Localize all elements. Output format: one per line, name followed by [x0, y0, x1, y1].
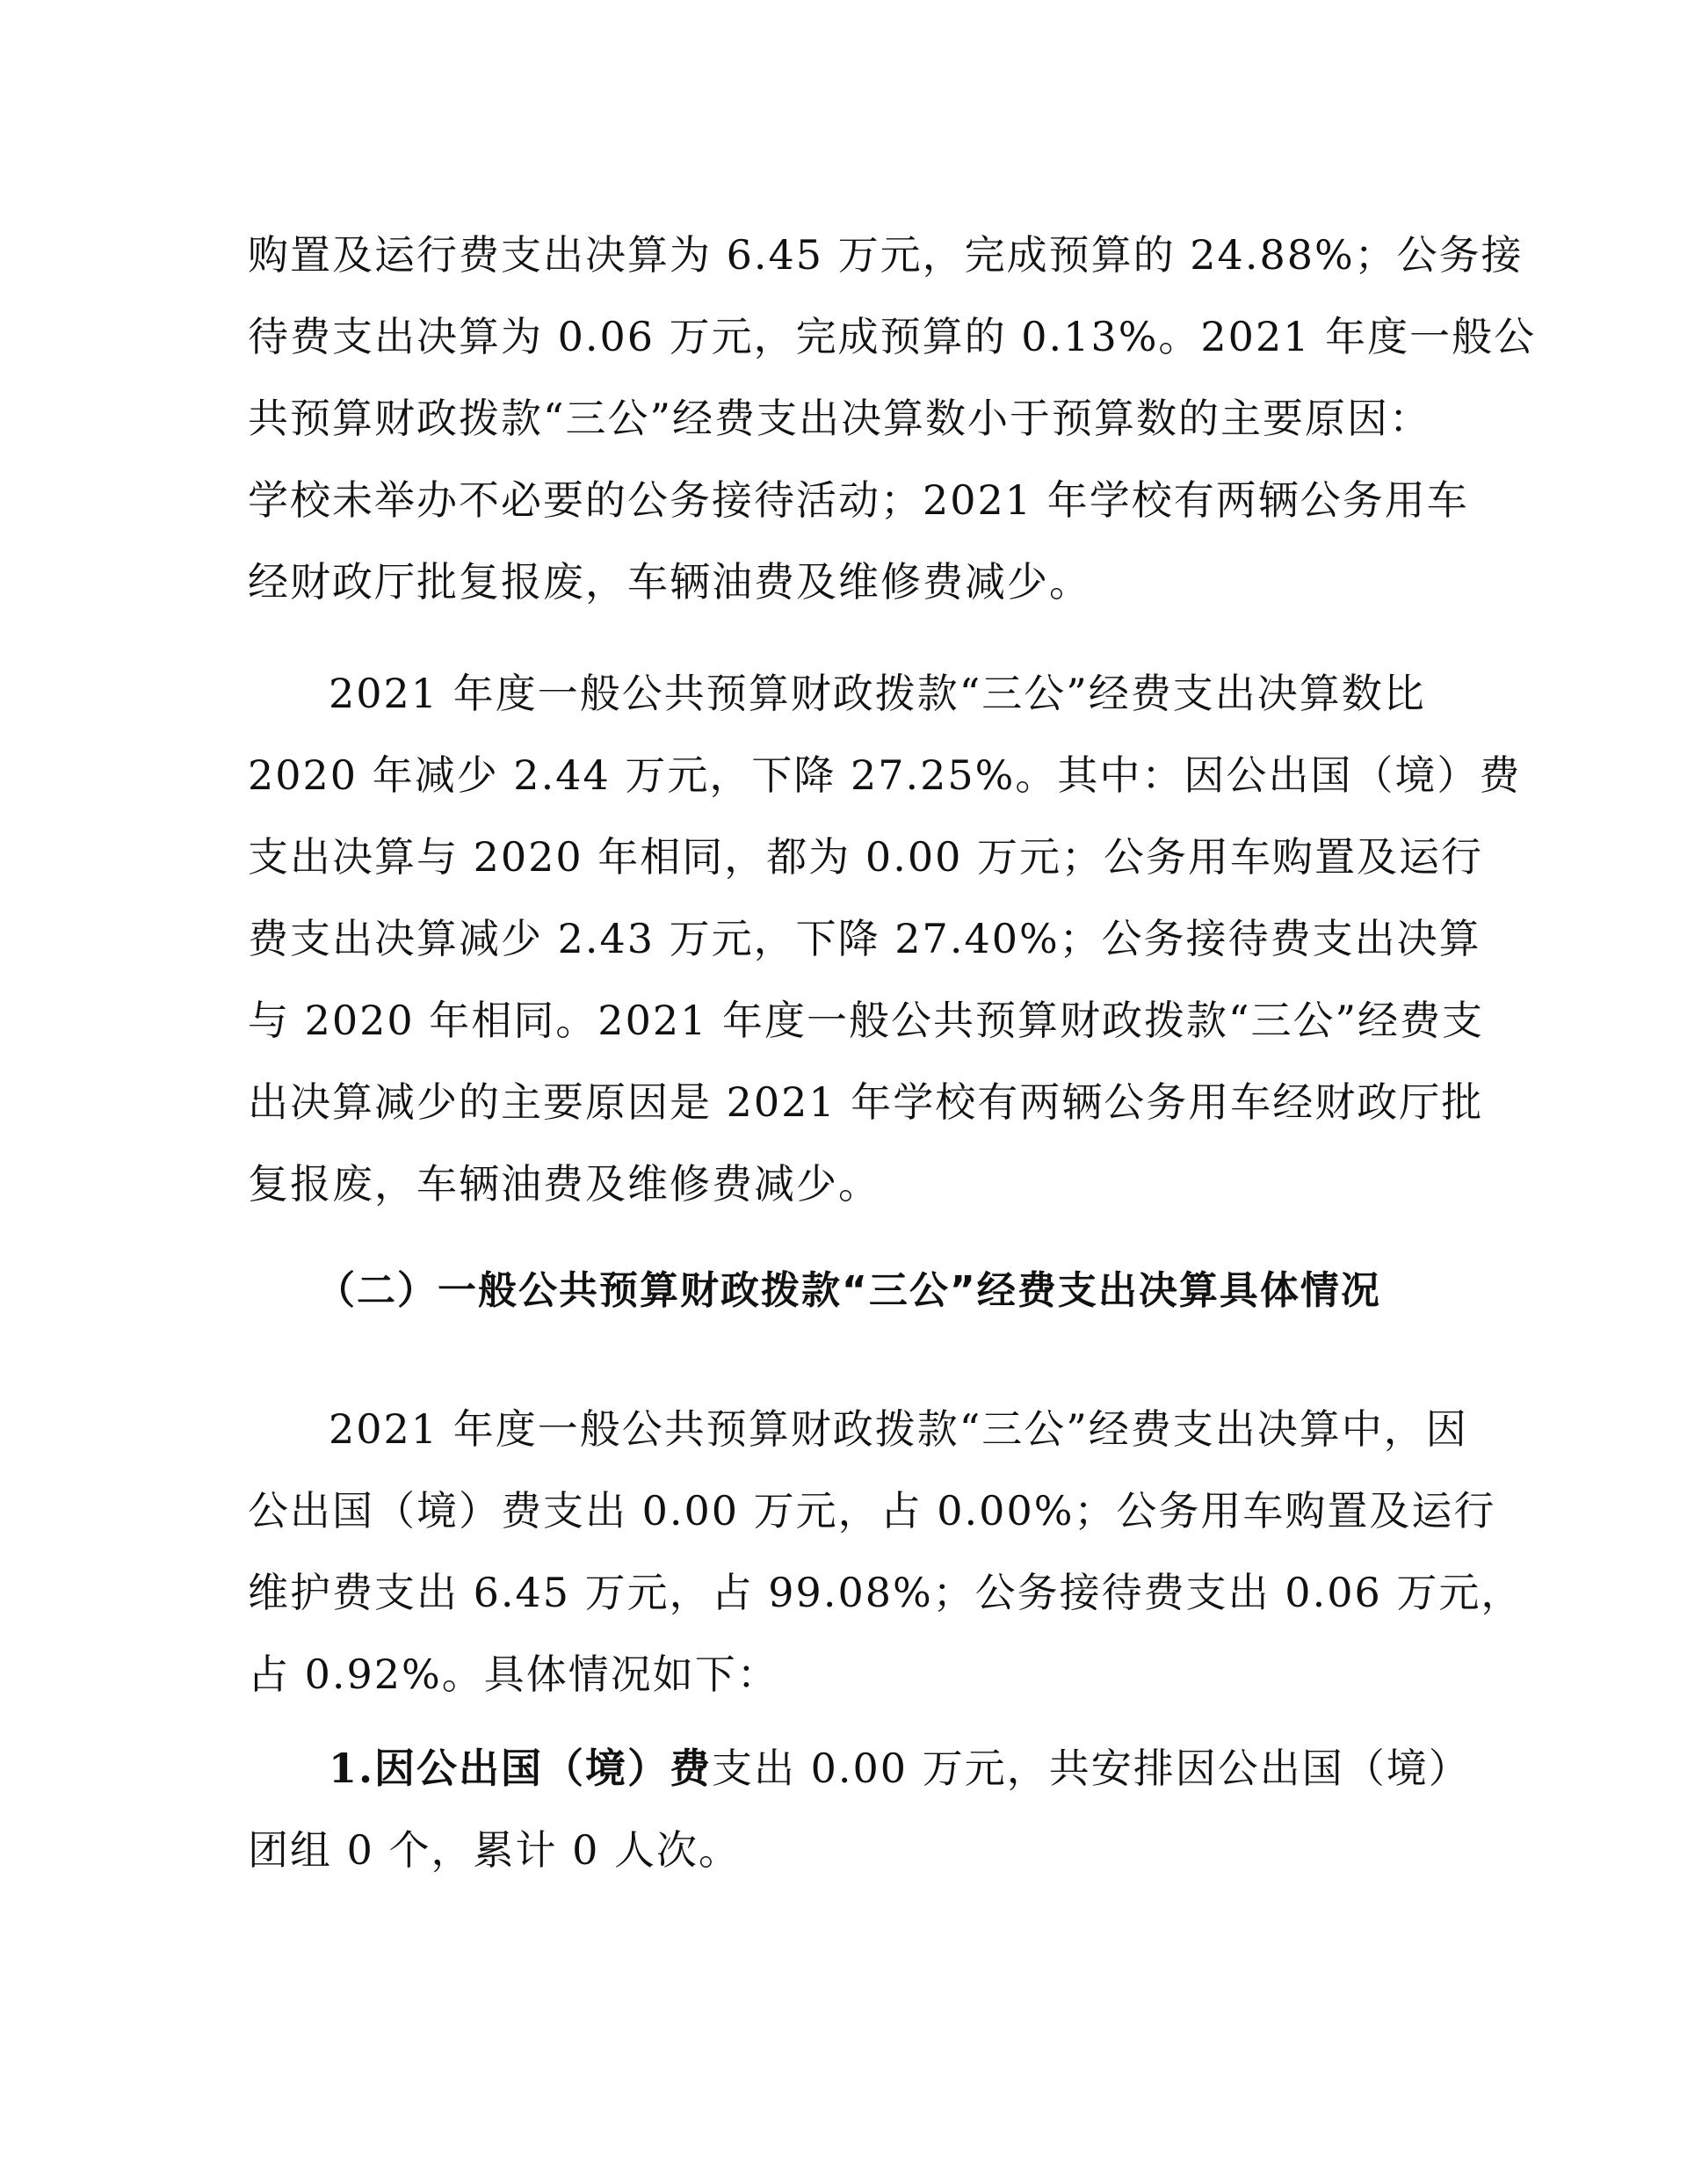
text-line: 出决算减少的主要原因是 2021 年学校有两辆公务用车经财政厅批 [248, 1078, 1484, 1126]
text-line: 购置及运行费支出决算为 6.45 万元，完成预算的 24.88%；公务接 [248, 231, 1524, 279]
text-line: 学校未举办不必要的公务接待活动；2021 年学校有两辆公务用车 [248, 476, 1469, 524]
text-line: 待费支出决算为 0.06 万元，完成预算的 0.13%。2021 年度一般公 [248, 313, 1537, 360]
text-line: 公出国（境）费支出 0.00 万元，占 0.00%；公务用车购置及运行 [248, 1487, 1496, 1535]
item-title-outbound-travel: 1.因公出国（境）费 [329, 1745, 713, 1792]
text-line: 与 2020 年相同。2021 年度一般公共预算财政拨款“三公”经费支 [248, 997, 1485, 1044]
text-line: 2021 年度一般公共预算财政拨款“三公”经费支出决算中，因 [329, 1405, 1468, 1453]
text-line: 经财政厅批复报废，车辆油费及维修费减少。 [248, 558, 1091, 606]
text-line: 团组 0 个，累计 0 人次。 [248, 1826, 742, 1874]
text-line: 占 0.92%。具体情况如下： [248, 1651, 779, 1698]
item-text: 支出 0.00 万元，共安排因公出国（境） [712, 1745, 1471, 1792]
paragraph-specific-breakdown [248, 1389, 1524, 1716]
text-line [248, 1728, 1471, 1810]
text-line: 2021 年度一般公共预算财政拨款“三公”经费支出决算数比 [329, 670, 1426, 717]
text-line: 2020 年减少 2.44 万元，下降 27.25%。其中：因公出国（境）费 [248, 751, 1522, 799]
text-line: 共预算财政拨款“三公”经费支出决算数小于预算数的主要原因： [248, 395, 1432, 442]
text-line: 复报废，车辆油费及维修费减少。 [248, 1160, 880, 1208]
paragraph-comparison-with-2020 [248, 653, 1522, 1225]
text-line: 维护费支出 6.45 万元，占 99.08%；公务接待费支出 0.06 万元， [248, 1569, 1524, 1616]
section-heading-text: （二）一般公共预算财政拨款“三公”经费支出决算具体情况 [316, 1268, 1381, 1313]
paragraph-outbound-travel [248, 1728, 1471, 1891]
text-line: 费支出决算减少 2.43 万元，下降 27.40%；公务接待费支出决算 [248, 915, 1481, 962]
section-heading [248, 1250, 1443, 1331]
paragraph-three-public-expenses-vs-budget [248, 214, 1537, 623]
text-line: 支出决算与 2020 年相同，都为 0.00 万元；公务用车购置及运行 [248, 833, 1483, 881]
